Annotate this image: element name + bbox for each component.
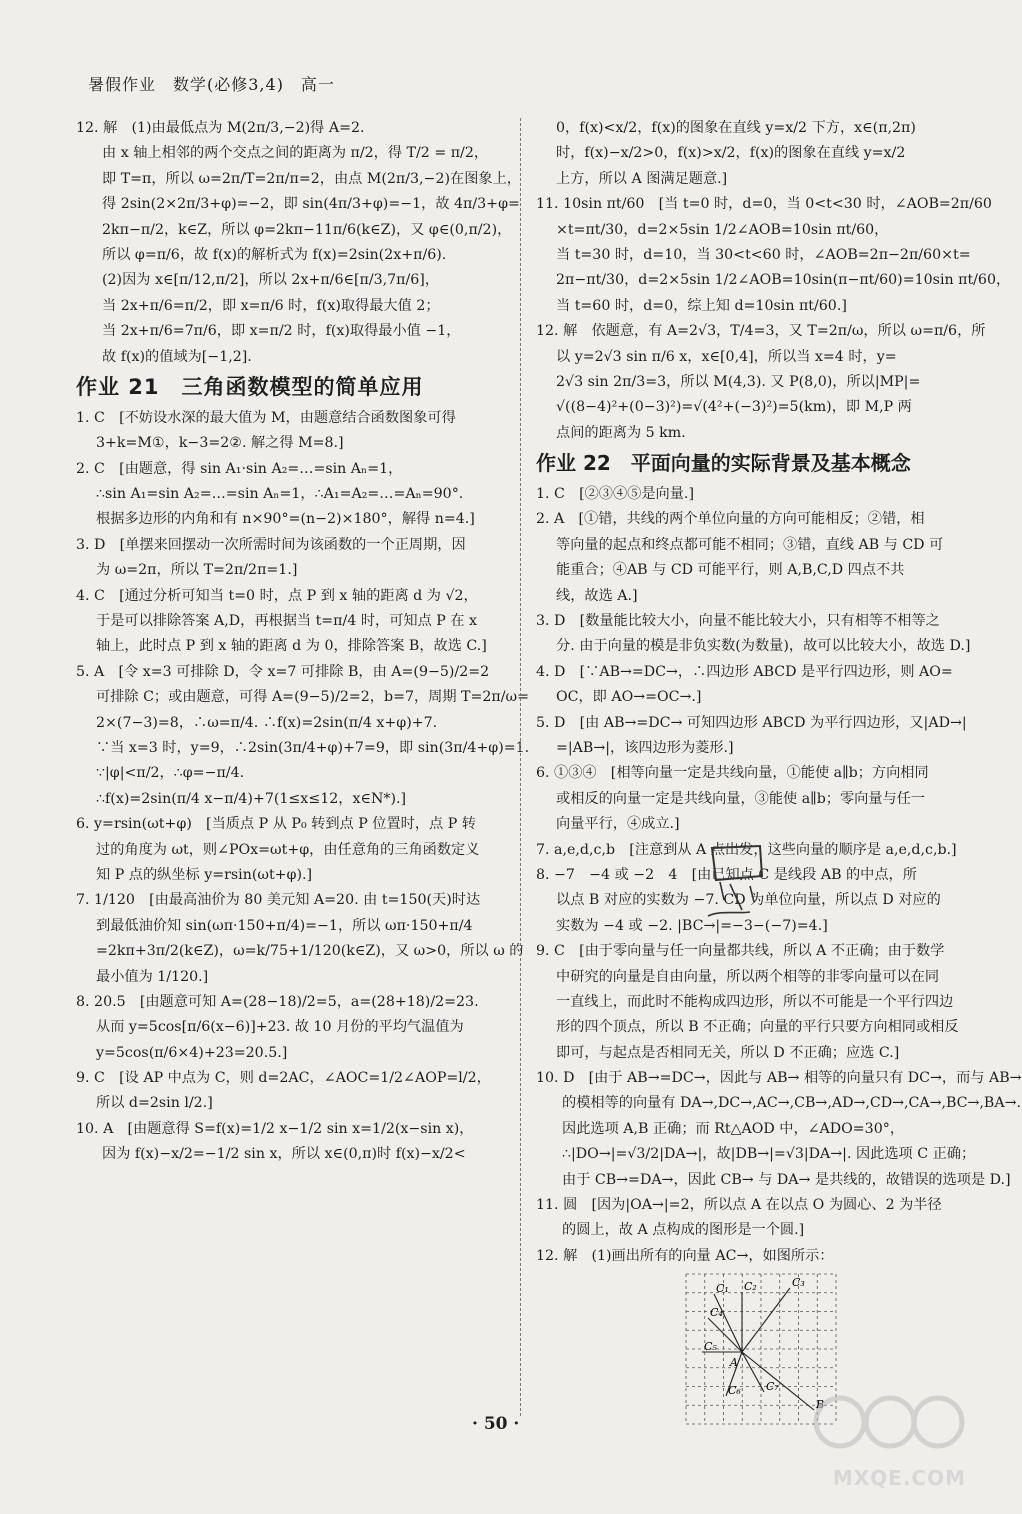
text-line: 线，故选 A.]: [556, 587, 638, 604]
text-line: 2. A [①错，共线的两个单位向量的方向可能相反；②错，相: [536, 511, 925, 528]
handwriting-scribble: [690, 840, 780, 940]
text-line: 当 t=30 时，d=10，当 30<t<60 时，∠AOB=2π−2π/60×t=: [556, 246, 971, 263]
text-line: 3. D [数量能比较大小，向量不能比较大小，只有相等不相等之: [536, 613, 940, 630]
column-divider: [520, 118, 521, 1416]
text-line: 以点 B 对应的实数为 −7. CD 为单位向量，所以点 D 对应的: [556, 892, 941, 909]
figure-label-a: A: [730, 1355, 738, 1369]
text-line: 2. C [由题意，得 sin A₁·sin A₂=…=sin Aₙ=1，: [76, 460, 403, 477]
text-line: 根据多边形的内角和有 n×90°=(n−2)×180°，解得 n=4.]: [96, 511, 475, 528]
text-line: 6. y=rsin(ωt+φ) [当质点 P 从 P₀ 转到点 P 位置时，点 P 转: [76, 816, 476, 833]
text-line: 2π−πt/30，d=2×5sin 1/2∠AOB=10sin(π−πt/60)=10sin πt/60，: [556, 272, 1011, 289]
text-line: 轴上，此时点 P 到 x 轴的距离 d 为 0，排除答案 B，故选 C.]: [96, 638, 487, 655]
section-heading: 作业 22 平面向量的实际背景及基本概念: [536, 451, 911, 476]
text-line: 1. C [②③④⑤是向量.]: [536, 486, 694, 503]
text-line: 所以 φ=π/6，故 f(x)的解析式为 f(x)=2sin(2x+π/6).: [102, 246, 447, 263]
text-line: ×t=πt/30，d=2×5sin 1/2∠AOB=10sin πt/60，: [556, 221, 889, 238]
text-line: 6. ①③④ [相等向量一定是共线向量，①能使 a∥b；方向相同: [536, 765, 929, 782]
text-line: 因为 f(x)−x/2=−1/2 sin x，所以 x∈(0,π)时 f(x)−x/2<: [102, 1146, 466, 1163]
text-line: 以 y=2√3 sin π/6 x，x∈[0,4]，所以当 x=4 时，y=: [556, 348, 897, 365]
text-line: 3+k=M①，k−3=2②. 解之得 M=8.]: [96, 435, 344, 452]
text-line: 可排除 C；或由题意，可得 A=(9−5)/2=2，b=7，周期 T=2π/ω=: [96, 689, 529, 706]
text-line: 向量平行，④成立.]: [556, 816, 680, 833]
text-line: 为 ω=2π，所以 T=2π/2π=1.]: [96, 562, 298, 579]
text-line: 的圆上，故 A 点构成的图形是一个圆.]: [562, 1222, 805, 1239]
text-line: 过的角度为 ωt，则∠POx=ωt+φ，由任意角的三角函数定义: [96, 841, 480, 858]
figure-label-c7: C₇: [766, 1379, 779, 1393]
text-line: 即 T=π，所以 ω=2π/T=2π/π=2，由点 M(2π/3,−2)在图象上，: [102, 170, 521, 187]
text-line: 3. D [单摆来回摆动一次所需时间为该函数的一个正周期，因: [76, 536, 466, 553]
text-line: 2√3 sin 2π/3=3，所以 M(4,3). 又 P(8,0)，所以|MP|=: [556, 373, 921, 390]
vector-arrow-c1: [714, 1294, 742, 1352]
page-number: · 50 ·: [472, 1414, 520, 1434]
text-line: 上方，所以 A 图满足题意.]: [556, 170, 728, 187]
text-line: 即可，与起点是否相同无关，所以 D 不正确；应选 C.]: [556, 1044, 900, 1061]
section-heading: 作业 21 三角函数模型的简单应用: [76, 374, 424, 399]
text-line: 一直线上，而此时不能构成四边形，所以不可能是一个平行四边: [556, 993, 954, 1010]
figure-label-b: B: [816, 1397, 825, 1411]
figure-label-c6: C₆: [728, 1383, 741, 1397]
text-line: 当 2x+π/6=π/2，即 x=π/6 时，f(x)取得最大值 2；: [102, 297, 440, 314]
text-line: 4. C [通过分析可知当 t=0 时，点 P 到 x 轴的距离 d 为 √2，: [76, 587, 478, 604]
text-line: 2kπ−π/2，k∈Z，所以 φ=2kπ−11π/6(k∈Z)，又 φ∈(0,π/2)，: [102, 221, 512, 238]
text-line: 由于 CB→=DA→，因此 CB→ 与 DA→ 是共线的，故错误的选项是 D.]: [562, 1171, 1011, 1188]
text-line: =|AB→|，该四边形为菱形.]: [556, 739, 734, 756]
vector-arrow-c3: [742, 1288, 790, 1352]
text-line: OC，即 AO→=OC→.]: [556, 689, 702, 706]
text-line: 11. 10sin πt/60 [当 t=0 时，d=0，当 0<t<30 时，∠AOB=2π/60: [536, 196, 992, 213]
text-line: 由 x 轴上相邻的两个交点之间的距离为 π/2，得 T/2 = π/2，: [102, 145, 489, 162]
text-line: 能重合；④AB 与 CD 可能平行，则 A,B,C,D 四点不共: [556, 562, 905, 579]
text-line: 8. 20.5 [由题意可知 A=(28−18)/2=5，a=(28+18)/2=23.: [76, 993, 479, 1010]
right-column: [536, 118, 1022, 1426]
page-header: 暑假作业 数学(必修3,4) 高一: [88, 75, 335, 94]
figure-label-c1: C₁: [716, 1281, 729, 1295]
figure-label-c3: C₃: [792, 1275, 805, 1289]
text-line: 7. 1/120 [由最高油价为 80 美元知 A=20. 由 t=150(天)时达: [76, 892, 481, 909]
text-line: 或相反的向量一定是共线向量，③能使 a∥b；零向量与任一: [556, 790, 926, 807]
text-line: 7. a,e,d,c,b [注意到从 A 点出发，这些向量的顺序是 a,e,d,c,b.]: [536, 841, 957, 858]
left-column: [76, 118, 530, 1170]
figure-label-c4: C₄: [710, 1305, 723, 1319]
text-line: 4. D [∵AB→=DC→，∴四边形 ABCD 是平行四边形，则 AO=: [536, 663, 953, 680]
text-line: (2)因为 x∈[π/12,π/2]，所以 2x+π/6∈[π/3,7π/6]，: [102, 272, 440, 289]
text-line: 分. 由于向量的模是非负实数(为数量)，故可以比较大小，故选 D.]: [556, 638, 971, 655]
text-line: 点间的距离为 5 km.: [556, 424, 686, 441]
text-line: 故 f(x)的值域为[−1,2].: [102, 348, 252, 365]
text-line: 9. C [设 AP 中点为 C，则 d=2AC，∠AOC=1/2∠AOP=l/2，: [76, 1070, 491, 1087]
text-line: 10. A [由题意得 S=f(x)=1/2 x−1/2 sin x=1/2(x−sin x)，: [76, 1120, 474, 1137]
watermark-text: MXQE.COM: [832, 1466, 966, 1490]
watermark-logo: [800, 1386, 970, 1496]
text-line: 实数为 −4 或 −2. |BC→|=−3−(−7)=4.]: [556, 917, 828, 934]
text-line: ∵|φ|<π/2，∴φ=−π/4.: [96, 765, 245, 782]
text-line: 知 P 点的纵坐标 y=rsin(ωt+φ).]: [96, 866, 313, 883]
figure-label-c5: C₅: [704, 1339, 717, 1353]
text-line: 因此选项 A,B 正确；而 Rt△AOD 中，∠ADO=30°，: [562, 1120, 905, 1137]
text-line: 当 t=60 时，d=0，综上知 d=10sin πt/60.]: [556, 297, 847, 314]
text-line: 12. 解 依题意，有 A=2√3，T/4=3，又 T=2π/ω，所以 ω=π/6，所: [536, 323, 986, 340]
text-line: 得 2sin(2×2π/3+φ)=−2，即 sin(4π/3+φ)=−1，故 4π/3+φ=: [102, 196, 520, 213]
text-line: 从而 y=5cos[π/6(x−6)]+23. 故 10 月份的平均气温值为: [96, 1019, 464, 1036]
text-line: 当 2x+π/6=7π/6，即 x=π/2 时，f(x)取得最小值 −1，: [102, 323, 461, 340]
text-line: 0，f(x)<x/2，f(x)的图象在直线 y=x/2 下方，x∈(π,2π): [556, 120, 916, 136]
text-line: 8. −7 −4 或 −2 4 [由已知点 C 是线段 AB 的中点，所: [536, 866, 917, 883]
text-line: ∴|DO→|=√3/2|DA→|，故|DB→|=√3|DA→|. 因此选项 C 正确；: [562, 1146, 976, 1163]
text-line: 1. C [不妨设水深的最大值为 M，由题意结合函数图象可得: [76, 409, 456, 426]
text-line: 中研究的向量是自由向量，所以两个相等的非零向量可以在同: [556, 968, 940, 985]
text-line: 11. 圆 [因为|OA→|=2，所以点 A 在以点 O 为圆心、2 为半径: [536, 1197, 942, 1214]
text-line: ∵当 x=3 时，y=9，∴2sin(3π/4+φ)+7=9，即 sin(3π/4+φ)=1.: [96, 739, 530, 756]
text-line: 5. A [令 x=3 可排除 D，令 x=7 可排除 B，由 A=(9−5)/2=2: [76, 663, 490, 680]
text-line: =2kπ+3π/2(k∈Z)，ω=k/75+1/120(k∈Z)，又 ω>0，所以 ω 的: [96, 943, 524, 960]
text-line: y=5cos(π/6×4)+23=20.5.]: [96, 1044, 288, 1061]
text-line: 时，f(x)−x/2>0，f(x)>x/2，f(x)的图象在直线 y=x/2: [556, 145, 906, 162]
text-line: 的模相等的向量有 DA→,DC→,AC→,CB→,AD→,CD→,CA→,BC→,BA→.: [562, 1095, 1021, 1112]
text-line: 所以 d=2sin l/2.]: [96, 1095, 213, 1112]
text-line: ∴f(x)=2sin(π/4 x−π/4)+7(1≤x≤12，x∈N*).]: [96, 790, 407, 807]
text-line: √((8−4)²+(0−3)²)=√(4²+(−3)²)=5(km)，即 M,P 两: [556, 399, 912, 416]
text-line: 2×(7−3)=8，∴ω=π/4. ∴f(x)=2sin(π/4 x+φ)+7.: [96, 714, 438, 731]
text-line: 12. 解 (1)由最低点为 M(2π/3,−2)得 A=2.: [76, 120, 365, 136]
text-line: ∴sin A₁=sin A₂=…=sin Aₙ=1，∴A₁=A₂=…=Aₙ=90°.: [96, 486, 464, 503]
text-line: 于是可以排除答案 A,D，再根据当 t=π/4 时，可知点 P 在 x: [96, 613, 478, 630]
text-line: 到最低油价知 sin(ωπ·150+π/4)=−1，所以 ωπ·150+π/4: [96, 917, 473, 934]
text-line: 形的四个顶点，所以 B 不正确；向量的平行只要方向相同或相反: [556, 1019, 959, 1036]
figure-label-c2: C₂: [744, 1279, 757, 1293]
text-line: 最小值为 1/120.]: [96, 968, 209, 985]
text-line: 9. C [由于零向量与任一向量都共线，所以 A 不正确；由于数学: [536, 943, 945, 960]
text-line: 等向量的起点和终点都可能不相同；③错，直线 AB 与 CD 可: [556, 536, 944, 553]
text-line: 10. D [由于 AB→=DC→，因此与 AB→ 相等的向量只有 DC→，而与 AB→: [536, 1070, 1022, 1087]
text-line: 5. D [由 AB→=DC→ 可知四边形 ABCD 为平行四边形，又|AD→|: [536, 714, 967, 731]
text-line: 12. 解 (1)画出所有的向量 AC→，如图所示：: [536, 1247, 834, 1264]
